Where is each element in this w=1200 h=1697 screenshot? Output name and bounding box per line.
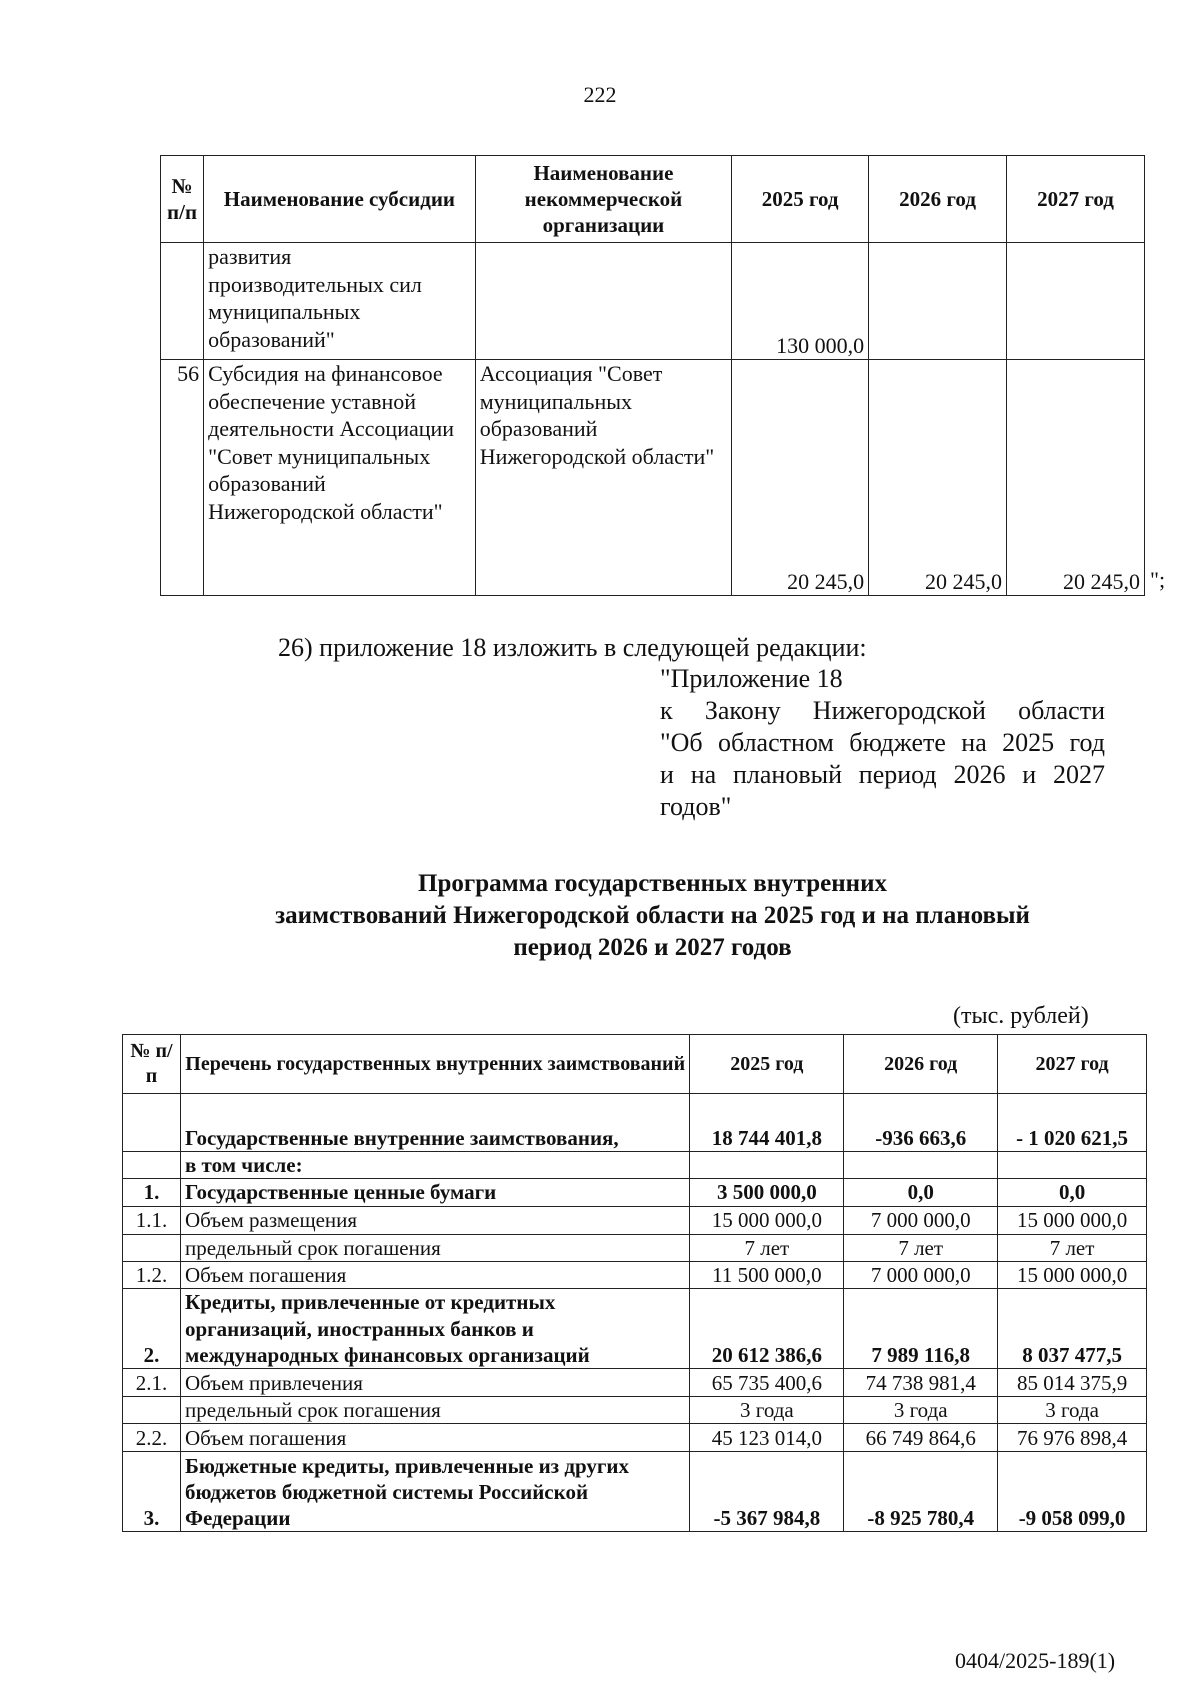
row-2025: 7 лет <box>690 1234 844 1261</box>
header-2027: 2027 год <box>998 1035 1147 1094</box>
row-2027 <box>1007 243 1145 360</box>
row-num <box>123 1234 181 1261</box>
row-2027: 76 976 898,4 <box>998 1424 1147 1452</box>
row-2027: 8 037 477,5 <box>998 1289 1147 1369</box>
table-row <box>123 1369 1147 1397</box>
header-name: Перечень государственных внутренних заимствований <box>180 1035 689 1094</box>
table-row <box>123 1152 1147 1179</box>
table-row <box>123 1094 1147 1152</box>
row-2026: -8 925 780,4 <box>844 1452 998 1532</box>
header-2025: 2025 год <box>690 1035 844 1094</box>
row-2025: 20 612 386,6 <box>690 1289 844 1369</box>
row-2027: 85 014 375,9 <box>998 1369 1147 1397</box>
row-2025: 20 245,0 <box>732 360 869 596</box>
row-2027: 7 лет <box>998 1234 1147 1261</box>
row-num <box>161 243 204 360</box>
table-row <box>123 1261 1147 1288</box>
row-num: 3. <box>123 1452 181 1532</box>
row-name: Кредиты, привлеченные от кредитных организаций, иностранных банков и международных финансовых организаций <box>180 1289 689 1369</box>
row-org <box>475 243 732 360</box>
row-name: в том числе: <box>180 1152 689 1179</box>
row-name: предельный срок погашения <box>180 1234 689 1261</box>
row-2027: 15 000 000,0 <box>998 1206 1147 1234</box>
header-org: Наименование некоммерческой организации <box>475 156 732 243</box>
table-row <box>123 1424 1147 1452</box>
row-2025: 130 000,0 <box>732 243 869 360</box>
table-row <box>161 360 1145 596</box>
appendix-line: и на плановый период 2026 и 2027 <box>660 760 1105 789</box>
row-2027: -9 058 099,0 <box>998 1452 1147 1532</box>
row-2026: -936 663,6 <box>844 1094 998 1152</box>
table-row <box>123 1452 1147 1532</box>
appendix-line: годов" <box>660 792 732 821</box>
row-num: 1. <box>123 1179 181 1206</box>
row-2025 <box>690 1152 844 1179</box>
program-title-line: период 2026 и 2027 годов <box>513 934 792 961</box>
borrowings-header-row <box>123 1035 1147 1094</box>
row-2026 <box>869 243 1007 360</box>
header-2026: 2026 год <box>869 156 1007 243</box>
row-name: предельный срок погашения <box>180 1397 689 1424</box>
row-num <box>123 1094 181 1152</box>
row-2027: 20 245,0 <box>1007 360 1145 596</box>
row-name: Объем погашения <box>180 1424 689 1452</box>
page-number: 222 <box>583 82 617 107</box>
row-2026: 7 000 000,0 <box>844 1206 998 1234</box>
row-num: 2.1. <box>123 1369 181 1397</box>
row-2026: 7 989 116,8 <box>844 1289 998 1369</box>
row-name: Государственные внутренние заимствования, <box>180 1094 689 1152</box>
header-num: № п/п <box>161 156 204 243</box>
row-org: Ассоциация "Совет муниципальных образований Нижегородской области" <box>475 360 732 596</box>
row-2026: 0,0 <box>844 1179 998 1206</box>
row-name: Объем размещения <box>180 1206 689 1234</box>
row-2025: 65 735 400,6 <box>690 1369 844 1397</box>
row-name: Объем погашения <box>180 1261 689 1288</box>
row-num <box>123 1152 181 1179</box>
row-name: Государственные ценные бумаги <box>180 1179 689 1206</box>
row-2025: 45 123 014,0 <box>690 1424 844 1452</box>
closing-quote: "; <box>1150 567 1166 592</box>
row-2026: 66 749 864,6 <box>844 1424 998 1452</box>
row-2027: 0,0 <box>998 1179 1147 1206</box>
header-num: № п/п <box>123 1035 181 1094</box>
appendix-line: к Закону Нижегородской области <box>660 696 1105 725</box>
program-title-line: Программа государственных внутренних <box>418 870 887 897</box>
row-2026 <box>844 1152 998 1179</box>
header-2027: 2027 год <box>1007 156 1145 243</box>
row-2025: 15 000 000,0 <box>690 1206 844 1234</box>
row-num: 56 <box>161 360 204 596</box>
program-title <box>160 868 1145 964</box>
row-2027: - 1 020 621,5 <box>998 1094 1147 1152</box>
header-subsidy: Наименование субсидии <box>204 156 476 243</box>
row-2026: 7 000 000,0 <box>844 1261 998 1288</box>
table-row <box>123 1179 1147 1206</box>
row-num: 1.2. <box>123 1261 181 1288</box>
row-2027: 3 года <box>998 1397 1147 1424</box>
row-num: 1.1. <box>123 1206 181 1234</box>
row-2027 <box>998 1152 1147 1179</box>
units-label: (тыс. рублей) <box>953 1003 1089 1029</box>
table-row <box>123 1289 1147 1369</box>
appendix-caption <box>660 663 1105 823</box>
row-2026: 7 лет <box>844 1234 998 1261</box>
row-2026: 74 738 981,4 <box>844 1369 998 1397</box>
borrowings-table <box>122 1034 1147 1532</box>
row-name: Бюджетные кредиты, привлеченные из других бюджетов бюджетной системы Российской Федерации <box>180 1452 689 1532</box>
appendix-line: "Приложение 18 <box>660 664 843 693</box>
subsidies-header-row <box>161 156 1145 243</box>
header-2025: 2025 год <box>732 156 869 243</box>
table-row <box>123 1234 1147 1261</box>
header-2026: 2026 год <box>844 1035 998 1094</box>
table-row <box>161 243 1145 360</box>
table-row <box>123 1397 1147 1424</box>
row-num <box>123 1397 181 1424</box>
row-2025: 3 года <box>690 1397 844 1424</box>
row-name: Объем привлечения <box>180 1369 689 1397</box>
row-subsidy: Субсидия на финансовое обеспечение уставной деятельности Ассоциации "Совет муниципальных образований Нижегородской области" <box>204 360 476 596</box>
row-2025: 11 500 000,0 <box>690 1261 844 1288</box>
row-2025: -5 367 984,8 <box>690 1452 844 1532</box>
subsidies-table <box>160 155 1145 596</box>
row-num: 2. <box>123 1289 181 1369</box>
row-subsidy: развития производительных сил муниципальных образований" <box>204 243 476 360</box>
row-2026: 20 245,0 <box>869 360 1007 596</box>
row-2025: 3 500 000,0 <box>690 1179 844 1206</box>
row-num: 2.2. <box>123 1424 181 1452</box>
document-code: 0404/2025-189(1) <box>955 1648 1116 1673</box>
program-title-line: заимствований Нижегородской области на 2025 год и на плановый <box>275 902 1030 929</box>
table-row <box>123 1206 1147 1234</box>
row-2026: 3 года <box>844 1397 998 1424</box>
row-2025: 18 744 401,8 <box>690 1094 844 1152</box>
item-26-text: 26) приложение 18 изложить в следующей редакции: <box>278 633 867 662</box>
appendix-line: "Об областном бюджете на 2025 год <box>660 728 1105 757</box>
row-2027: 15 000 000,0 <box>998 1261 1147 1288</box>
